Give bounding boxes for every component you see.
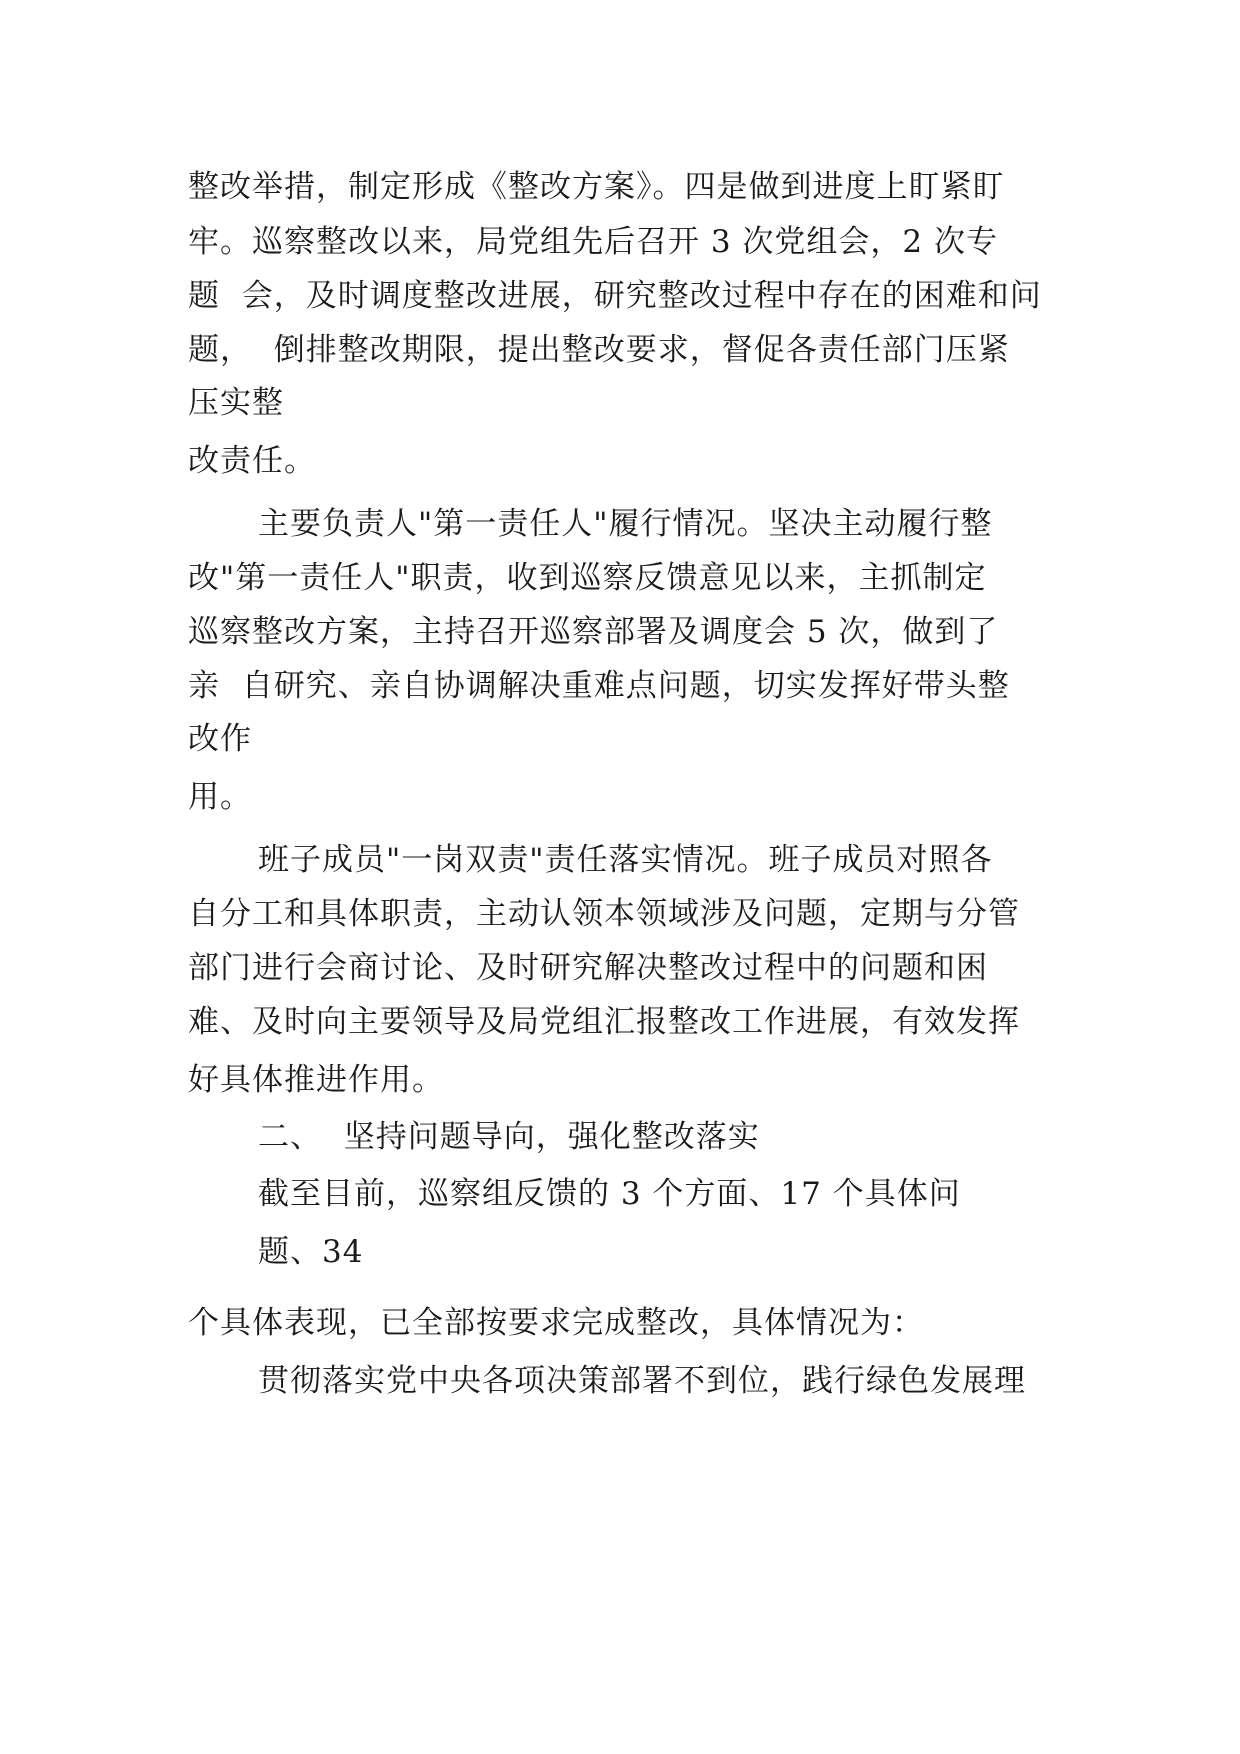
- text-line: 整改举措，制定形成《整改方案》。四是做到进度上盯紧盯: [188, 169, 1005, 205]
- text-line: 难、及时向主要领导及局党组汇报整改工作进展，有效发挥: [188, 1004, 1020, 1040]
- text-line: 亲 自研究、亲自协调解决重难点问题，切实发挥好带头整: [188, 668, 1010, 704]
- text-line: 主要负责人"第一责任人"履行情况。坚决主动履行整: [258, 506, 993, 542]
- text-line: 改作: [188, 721, 252, 757]
- text-line: 贯彻落实党中央各项决策部署不到位，践行绿色发展理: [258, 1363, 1026, 1399]
- text-line: 题， 倒排整改期限，提出整改要求，督促各责任部门压紧: [188, 332, 1010, 368]
- section-heading: 二、 坚持问题导向，强化整改落实: [258, 1119, 760, 1155]
- text-line: 改责任。: [188, 443, 316, 479]
- text-line: 班子成员"一岗双责"责任落实情况。班子成员对照各: [258, 842, 993, 878]
- text-line: 题、34: [258, 1234, 364, 1270]
- text-line: 自分工和具体职责，主动认领本领域涉及问题，定期与分管: [188, 896, 1020, 932]
- text-line: 好具体推进作用。: [188, 1062, 444, 1098]
- text-line: 压实整: [188, 385, 284, 421]
- text-line: 巡察整改方案，主持召开巡察部署及调度会 5 次，做到了: [188, 614, 999, 650]
- text-line: 部门进行会商讨论、及时研究解决整改过程中的问题和困: [188, 950, 988, 986]
- text-line: 截至目前，巡察组反馈的 3 个方面、17 个具体问: [258, 1176, 961, 1212]
- text-line: 个具体表现，已全部按要求完成整改，具体情况为：: [188, 1305, 924, 1341]
- text-line: 改"第一责任人"职责，收到巡察反馈意见以来，主抓制定: [188, 560, 987, 596]
- text-line: 用。: [188, 779, 252, 815]
- text-line: 牢。巡察整改以来，局党组先后召开 3 次党组会，2 次专: [188, 224, 999, 260]
- text-line: 题 会，及时调度整改进展，研究整改过程中存在的困难和问: [188, 278, 1042, 314]
